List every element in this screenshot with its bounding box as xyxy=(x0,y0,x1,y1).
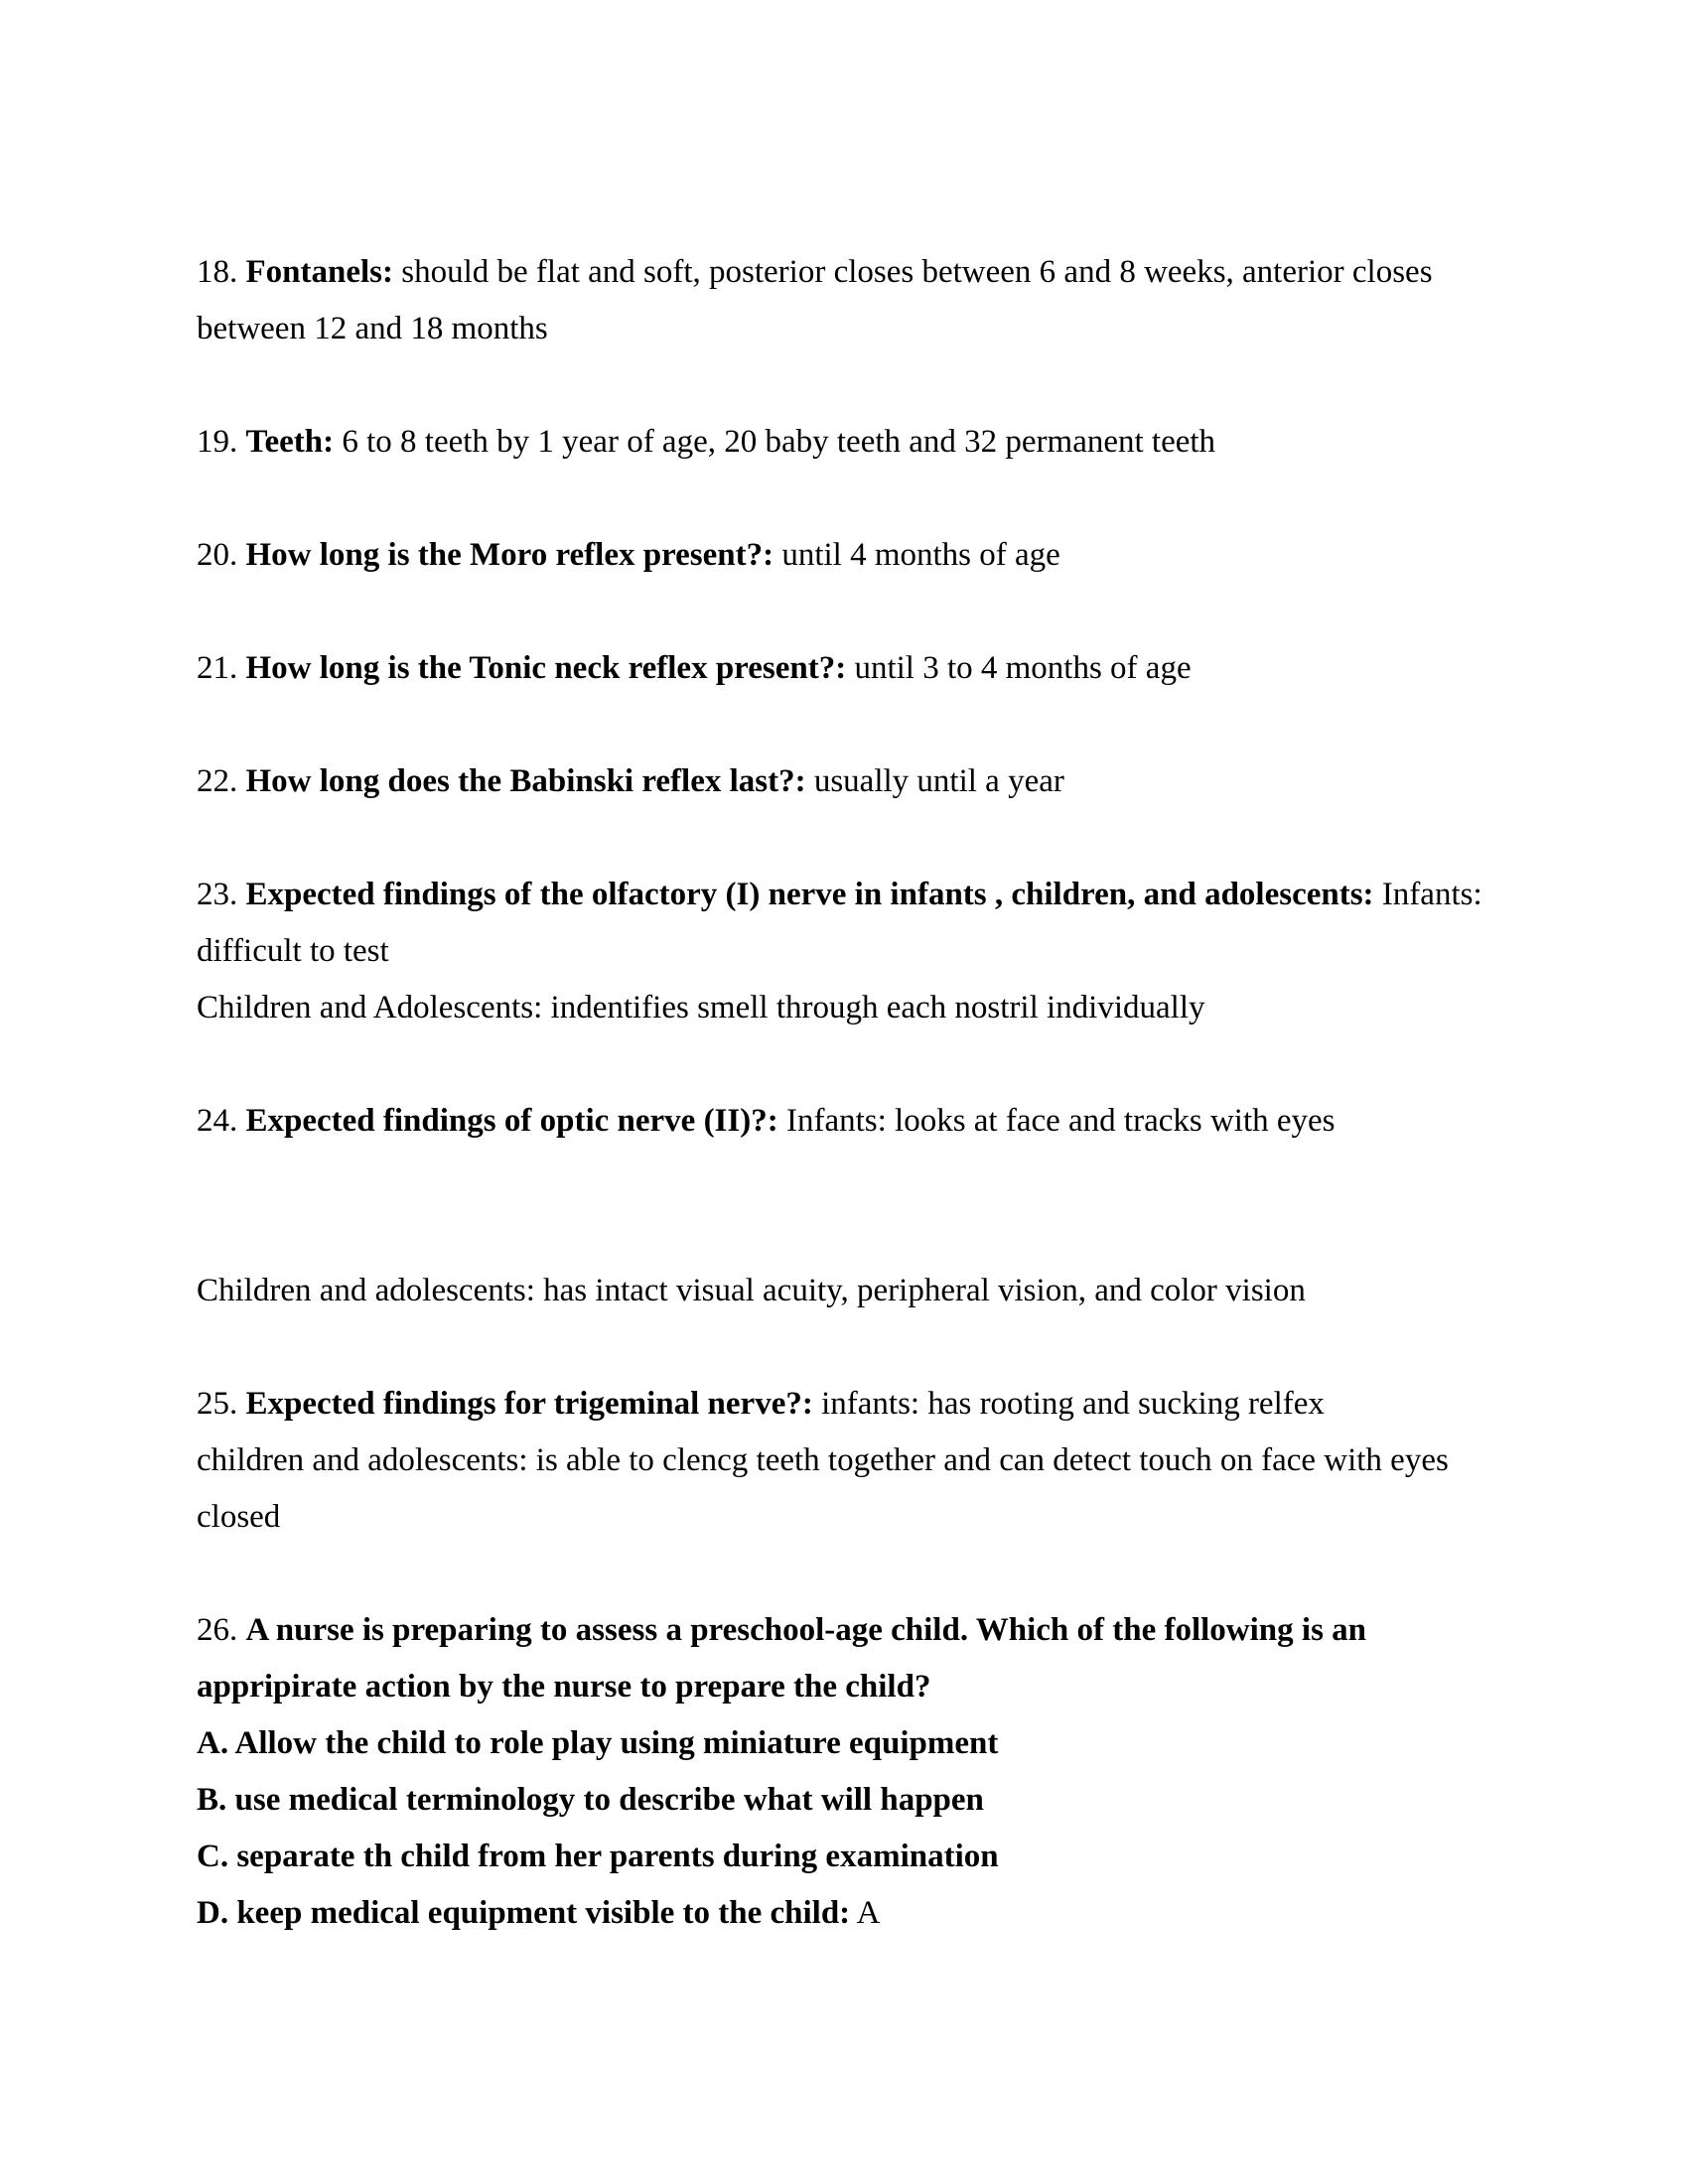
item-term: How long is the Moro reflex present?: xyxy=(245,537,774,573)
item-20 xyxy=(197,527,1517,584)
option-b: B. use medical terminology to describe what will happen xyxy=(197,1782,984,1818)
item-answer-continued: difficult to test xyxy=(197,933,389,969)
item-answer-continued: closed xyxy=(197,1499,281,1535)
item-19 xyxy=(197,414,1517,471)
item-term: Expected findings of the olfactory (I) nerve in infants , children, and adolescents: xyxy=(245,877,1374,912)
item-term: How long does the Babinski reflex last?: xyxy=(245,763,806,799)
item-21 xyxy=(197,640,1517,697)
item-answer-continued: children and adolescents: is able to clencg teeth together and can detect touch on face with eyes xyxy=(197,1442,1449,1478)
question-text-continued: appripirate action by the nurse to prepare the child? xyxy=(197,1669,931,1705)
item-18 xyxy=(197,244,1517,357)
item-23 xyxy=(197,867,1517,1036)
item-term: Teeth: xyxy=(245,424,335,460)
item-number: 26. xyxy=(197,1612,238,1648)
item-answer: Infants: xyxy=(1381,877,1482,912)
item-number: 19. xyxy=(197,424,238,460)
item-26 xyxy=(197,1602,1517,1942)
item-answer: until 3 to 4 months of age xyxy=(854,650,1192,686)
item-answer: until 4 months of age xyxy=(781,537,1060,573)
question-answer: A xyxy=(856,1895,881,1931)
item-term: Expected findings for trigeminal nerve?: xyxy=(245,1386,813,1422)
item-24 xyxy=(197,1093,1517,1150)
item-answer-continued: between 12 and 18 months xyxy=(197,311,548,346)
option-c: C. separate th child from her parents during examination xyxy=(197,1839,999,1874)
item-22 xyxy=(197,753,1517,810)
item-answer: should be flat and soft, posterior closes between 6 and 8 weeks, anterior closes xyxy=(401,254,1433,290)
item-number: 20. xyxy=(197,537,238,573)
item-number: 21. xyxy=(197,650,238,686)
item-number: 24. xyxy=(197,1103,238,1139)
item-term: Fontanels: xyxy=(245,254,393,290)
question-text: A nurse is preparing to assess a preschool-age child. Which of the following is an xyxy=(245,1612,1367,1648)
item-answer-continued: Children and adolescents: has intact visual acuity, peripheral vision, and color vision xyxy=(197,1273,1306,1308)
option-a: A. Allow the child to role play using miniature equipment xyxy=(197,1725,999,1761)
item-number: 22. xyxy=(197,763,238,799)
item-number: 25. xyxy=(197,1386,238,1422)
item-number: 18. xyxy=(197,254,238,290)
item-term: Expected findings of optic nerve (II)?: xyxy=(245,1103,778,1139)
item-24-continued xyxy=(197,1263,1517,1319)
item-number: 23. xyxy=(197,877,238,912)
option-d: D. keep medical equipment visible to the child: xyxy=(197,1895,851,1931)
item-term: How long is the Tonic neck reflex present?: xyxy=(245,650,847,686)
item-answer-continued: Children and Adolescents: indentifies smell through each nostril individually xyxy=(197,990,1205,1025)
item-answer: usually until a year xyxy=(813,763,1064,799)
item-answer: Infants: looks at face and tracks with eyes xyxy=(785,1103,1336,1139)
item-answer: 6 to 8 teeth by 1 year of age, 20 baby teeth and 32 permanent teeth xyxy=(342,424,1216,460)
item-25 xyxy=(197,1376,1517,1546)
item-answer: infants: has rooting and sucking relfex xyxy=(821,1386,1325,1422)
